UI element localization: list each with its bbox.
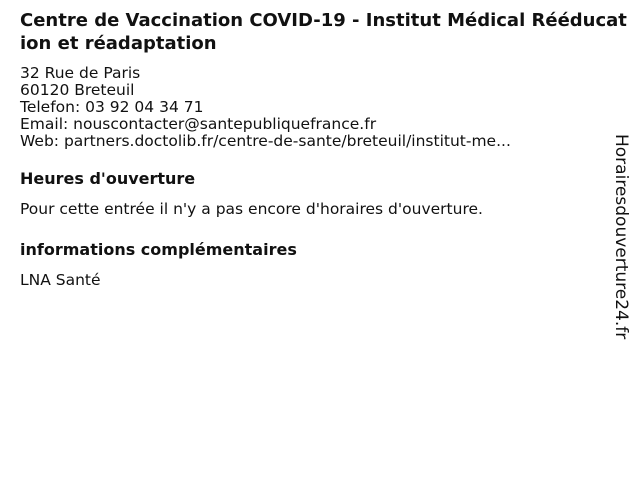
email-address: Email: nouscontacter@santepubliquefrance.fr [20,115,377,133]
street-address: 32 Rue de Paris [20,64,141,82]
site-watermark: Horairesdouverture24.fr [611,134,631,340]
city-postcode: 60120 Breteuil [20,81,135,99]
additional-info-heading: informations complémentaires [20,240,297,259]
website-url: Web: partners.doctolib.fr/centre-de-sante/breteuil/institut-me... [20,132,511,150]
page-title: Centre de Vaccination COVID-19 - Institut Médical Rééducation et réadaptation [20,10,627,54]
opening-hours-heading: Heures d'ouverture [20,169,196,188]
address-block [20,65,620,150]
additional-info-text: LNA Santé [20,271,101,289]
phone-number: Telefon: 03 92 04 34 71 [20,98,204,116]
opening-hours-text: Pour cette entrée il n'y a pas encore d'horaires d'ouverture. [20,200,483,218]
